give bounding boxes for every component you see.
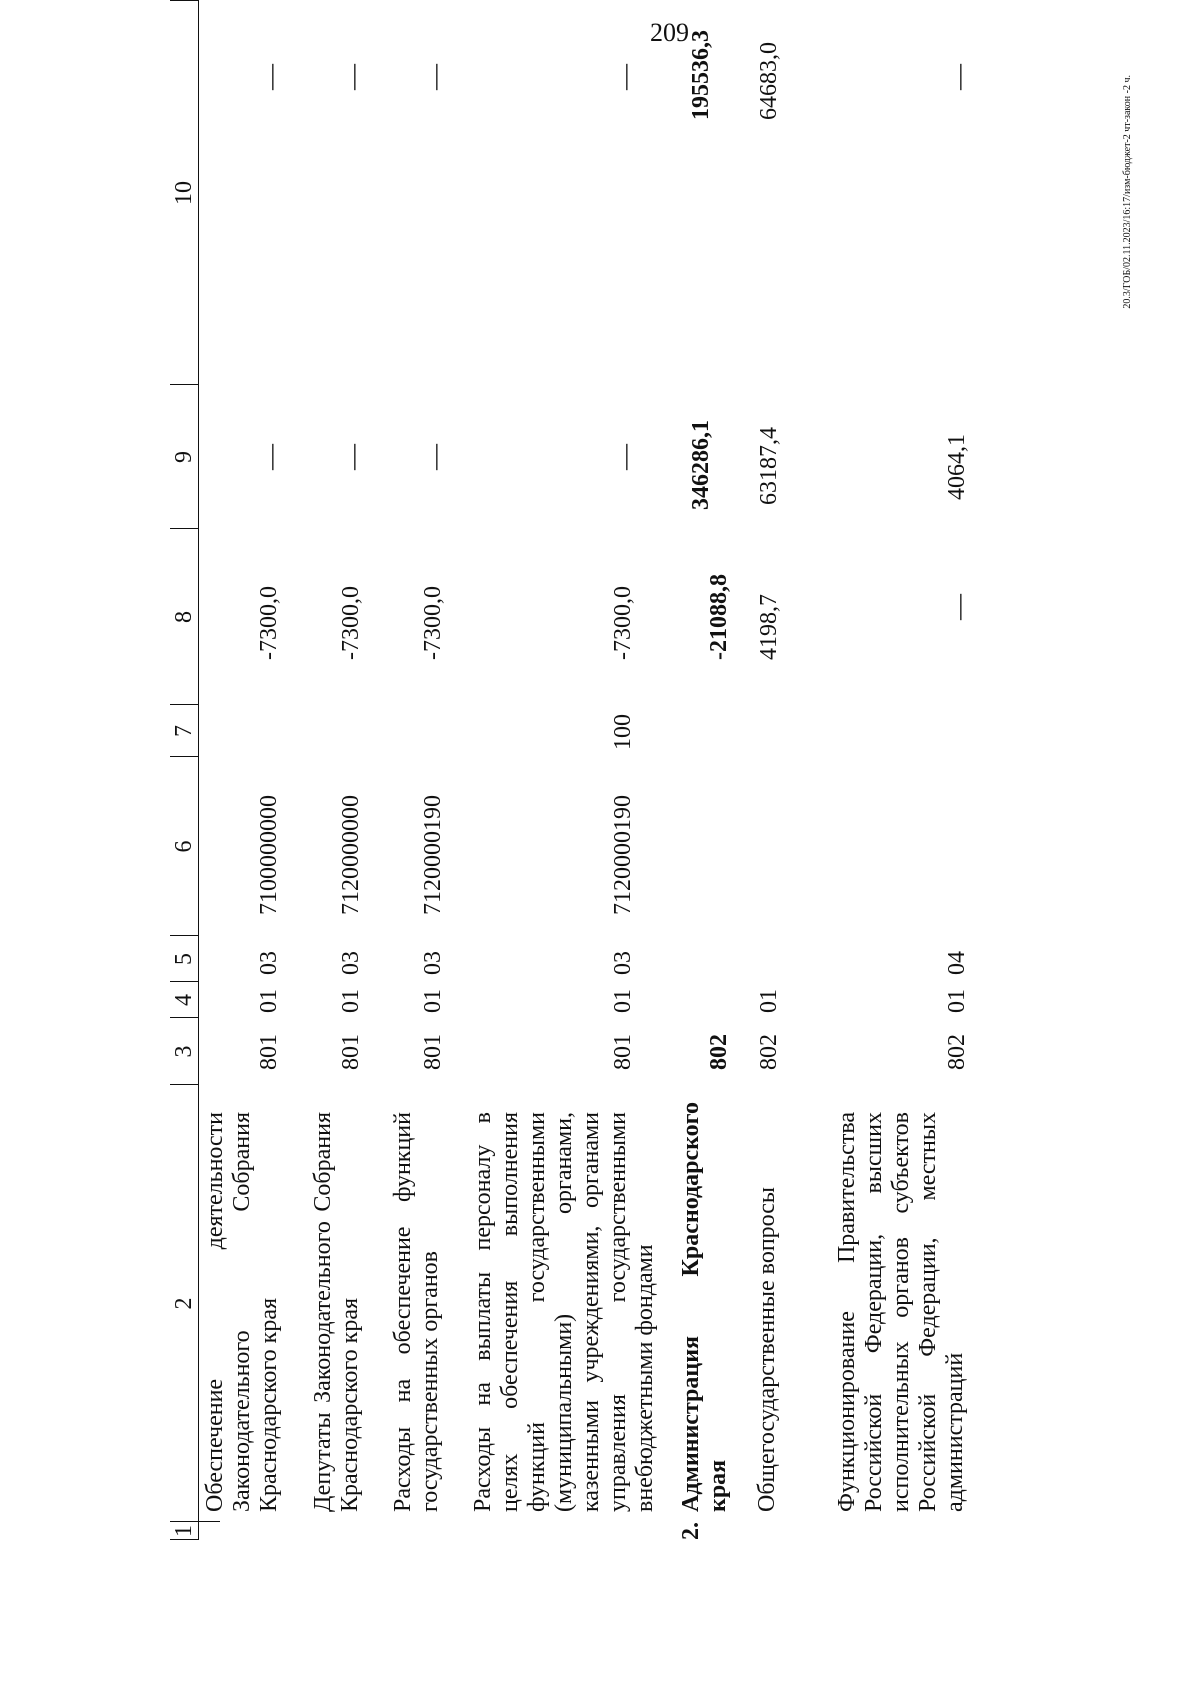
cell-amount: 346286,1 xyxy=(688,420,714,510)
cell-amount: — xyxy=(338,64,367,90)
cell-section: 01 xyxy=(338,989,364,1013)
cell-subsection: 04 xyxy=(944,951,970,975)
cell-amount: 63187,4 xyxy=(756,427,782,505)
cell-amount: 4198,7 xyxy=(756,594,782,660)
cell-subsection: 03 xyxy=(610,951,636,975)
cell-section: 01 xyxy=(420,989,446,1013)
row-number: 2. xyxy=(678,1522,704,1540)
cell-amount: -7300,0 xyxy=(338,586,364,660)
column-number: 1 xyxy=(171,1525,197,1537)
row-name: Депутаты Законодательного Собрания Краснодарского края xyxy=(310,1112,363,1512)
cell-ministry-code: 801 xyxy=(338,1034,364,1070)
column-number: 4 xyxy=(171,994,197,1006)
cell-amount: — xyxy=(610,64,639,90)
cell-amount: — xyxy=(256,64,285,90)
cell-amount: -7300,0 xyxy=(610,586,636,660)
cell-amount: -21088,8 xyxy=(706,574,732,660)
cell-ministry-code: 802 xyxy=(706,1034,732,1070)
column-number: 8 xyxy=(171,611,197,623)
column-number: 9 xyxy=(171,451,197,463)
budget-table xyxy=(170,0,1200,1540)
cell-ministry-code: 801 xyxy=(420,1034,446,1070)
cell-ministry-code: 802 xyxy=(944,1034,970,1070)
cell-ministry-code: 801 xyxy=(610,1034,636,1070)
cell-target-article: 7100000000 xyxy=(256,795,282,915)
row-name: Функционирование Правительства Российской Федерации, высших исполнительных органов субъектов Российской Федерации, местных администраций xyxy=(834,1112,968,1512)
cell-section: 01 xyxy=(756,989,782,1013)
cell-target-article: 7120000190 xyxy=(420,795,446,915)
column-number: 6 xyxy=(171,840,197,853)
row-name: Расходы на выплаты персоналу в целях обеспечения выполнения функций государственными (муниципальными) органами, казенными учреждениями, органами управления государственными внебюджетными фондами xyxy=(470,1112,658,1512)
cell-amount: 195536,3 xyxy=(688,30,714,120)
document-footer-code: 20.3/ГОБ/02.11.2023/16:17/изм-бюджет-2 чт-закон -2 ч. xyxy=(1122,75,1133,309)
table-header xyxy=(170,0,199,1540)
cell-ministry-code: 802 xyxy=(756,1034,782,1070)
cell-subsection: 03 xyxy=(420,951,446,975)
page-number: 209 xyxy=(650,18,689,47)
row-name: Обеспечение деятельности Законодательного Собрания Краснодарского края xyxy=(202,1112,282,1512)
cell-section: 01 xyxy=(944,989,970,1013)
cell-amount: — xyxy=(256,444,285,470)
row-name: Администрация Краснодарского края xyxy=(678,1102,731,1512)
column-number: 2 xyxy=(171,1297,197,1310)
column-number: 10 xyxy=(171,181,197,205)
row-name: Расходы на обеспечение функций государственных органов xyxy=(390,1112,443,1512)
cell-amount: — xyxy=(944,64,973,90)
cell-expense-type: 100 xyxy=(610,714,636,750)
cell-amount: 64683,0 xyxy=(756,42,782,120)
row-name: Общегосударственные вопросы xyxy=(754,1186,780,1512)
cell-amount: -7300,0 xyxy=(420,586,446,660)
cell-amount: — xyxy=(944,594,973,620)
column-number: 5 xyxy=(171,953,197,965)
cell-amount: -7300,0 xyxy=(256,586,282,660)
cell-section: 01 xyxy=(256,989,282,1013)
cell-amount: — xyxy=(420,64,449,90)
column-number: 3 xyxy=(171,1045,197,1058)
cell-ministry-code: 801 xyxy=(256,1034,282,1070)
cell-subsection: 03 xyxy=(338,951,364,975)
cell-amount: — xyxy=(420,444,449,470)
cell-amount: — xyxy=(338,444,367,470)
cell-target-article: 7120000000 xyxy=(338,795,364,915)
cell-target-article: 7120000190 xyxy=(610,795,636,915)
cell-amount: — xyxy=(610,444,639,470)
cell-amount: 4064,1 xyxy=(944,434,970,500)
column-number: 7 xyxy=(171,725,197,737)
cell-section: 01 xyxy=(610,989,636,1013)
cell-subsection: 03 xyxy=(256,951,282,975)
